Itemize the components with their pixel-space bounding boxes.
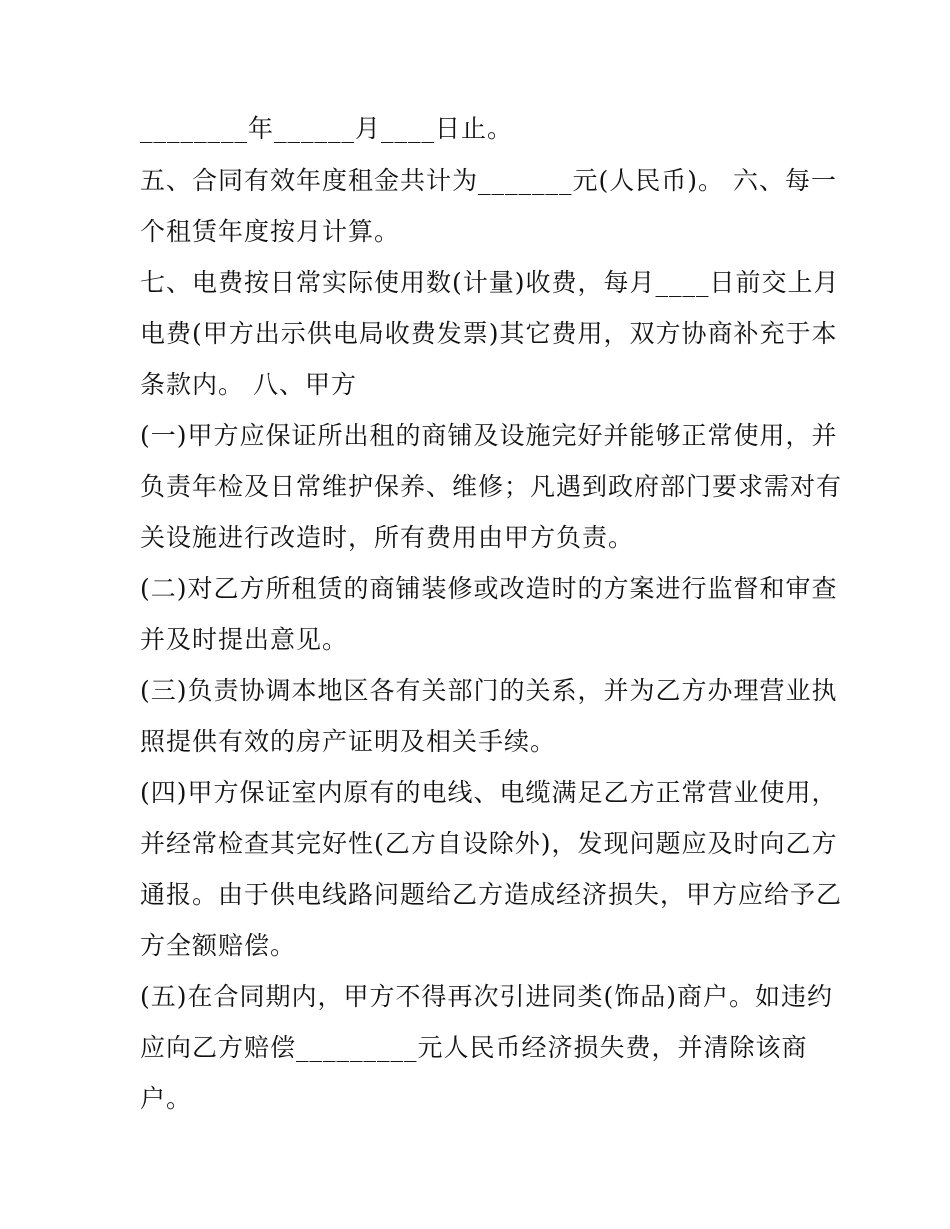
- text-line: (四)甲方保证室内原有的电线、电缆满足乙方正常营业使用，: [140, 778, 838, 807]
- text-line: (一)甲方应保证所出租的商铺及设施完好并能够正常使用，并: [140, 421, 838, 450]
- text-line: 条款内。 八、甲方: [140, 370, 357, 399]
- text-line: 七、电费按日常实际使用数(计量)收费，每月____日前交上月: [140, 268, 840, 297]
- text-line: 并及时提出意见。: [140, 625, 349, 654]
- text-line: 并经常检查其完好性(乙方自设除外)，发现问题应及时向乙方: [140, 829, 838, 858]
- text-line: 个租赁年度按月计算。: [140, 217, 401, 246]
- text-line: 户。: [140, 1084, 193, 1113]
- text-line: (五)在合同期内，甲方不得再次引进同类(饰品)商户。如违约: [140, 982, 834, 1011]
- text-line: 关设施进行改造时，所有费用由甲方负责。: [140, 523, 635, 552]
- text-line: 通报。由于供电线路问题给乙方造成经济损失，甲方应给予乙: [140, 880, 843, 909]
- text-line: 电费(甲方出示供电局收费发票)其它费用，双方协商补充于本: [140, 319, 838, 348]
- text-line: 负责年检及日常维护保养、维修；凡遇到政府部门要求需对有: [140, 472, 843, 501]
- text-line: (二)对乙方所租赁的商铺装修或改造时的方案进行监督和审查: [140, 574, 838, 603]
- text-line: 照提供有效的房产证明及相关手续。: [140, 727, 557, 756]
- text-line: 应向乙方赔偿_________元人民币经济损失费，并清除该商: [140, 1033, 808, 1062]
- text-line: 五、合同有效年度租金共计为_______元(人民币)。 六、每一: [140, 166, 837, 195]
- text-line: ________年______月____日止。: [140, 114, 514, 143]
- text-line: 方全额赔偿。: [140, 931, 297, 960]
- text-line: (三)负责协调本地区各有关部门的关系，并为乙方办理营业执: [140, 676, 838, 705]
